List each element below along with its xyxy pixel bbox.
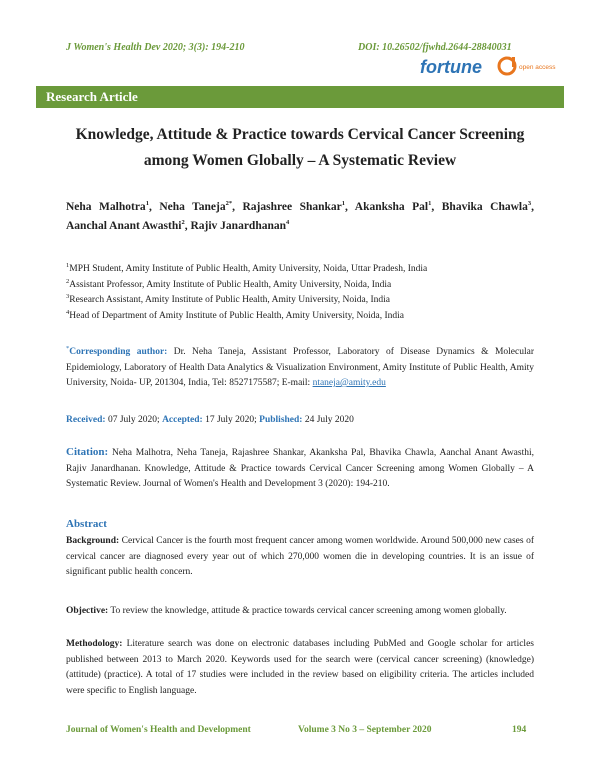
author: Aanchal Anant Awasthi$^2$, — [66, 219, 191, 232]
open-access-icon — [499, 57, 515, 74]
affiliation: $^1$MPH Student, Amity Institute of Public Health, Amity University, Noida, Uttar Pradesh, India — [66, 261, 428, 274]
title-line-2: among Women Globally – A Systematic Review — [143, 152, 457, 169]
citation: Citation: Neha Malhotra, Neha Taneja, Rajashree Shankar, Akanksha Pal, Bhavika Chawla, Aanchal Anant Awasthi, Rajiv Janardhanan. Knowledge, Attitude & Practice towards Cervical Cancer Screening among Women Globally – A Systematic Review. Journal of Women's Health and Development 3 (2020): 194-210. — [66, 446, 534, 489]
email-link[interactable]: ntaneja@amity.edu — [312, 378, 386, 388]
author-list — [66, 198, 534, 236]
corresponding-text: Dr. Neha Taneja, Assistant Professor, Laboratory of Disease Dynamics & Molecular Epidemiology, Laboratory of Health Data Analytics & Visualization Environment, Amity Institute of Public Health, Amity University, Noida- UP, 201304, India, Tel: 8527175587; E-mail: — [66, 347, 535, 388]
author: Rajiv Janardhanan$^4$ — [190, 219, 290, 232]
publisher-logos — [420, 54, 556, 80]
article-title — [66, 122, 534, 174]
affiliation: $^3$Research Assistant, Amity Institute of Public Health, Amity University, Noida, India — [66, 292, 391, 305]
author: Bhavika Chawla$^3$, — [441, 200, 534, 213]
fortune-logo: fortune — [420, 57, 482, 77]
footer-volume: Volume 3 No 3 – September 2020 — [298, 725, 432, 735]
author: Akanksha Pal$^1$, — [354, 200, 442, 213]
author: Neha Malhotra$^1$, — [66, 200, 160, 213]
page-number: 194 — [512, 725, 527, 735]
abstract-background: Background: Cervical Cancer is the fourth most frequent cancer among women worldwide. Around 500,000 new cases of cervical cancer are diagnosed every year out of which 270,000 women die in developing countries. It is an issue of significant public health concern. — [66, 536, 534, 577]
abstract-objective: Objective: To review the knowledge, attitude & practice towards cervical cancer screening among women globally. — [66, 606, 507, 616]
title-line-1: Knowledge, Attitude & Practice towards Cervical Cancer Screening — [75, 126, 525, 143]
citation-text: Neha Malhotra, Neha Taneja, Rajashree Shankar, Akanksha Pal, Bhavika Chawla, Aanchal Anant Awasthi, Rajiv Janardhanan. Knowledge, Attitude & Practice towards Cervical Cancer Screening among Women Globally – A Systematic Review. Journal of Women's Health and Development 3 (2020): 194-210. — [66, 448, 534, 489]
author: Neha Taneja$^{2*}$, — [159, 200, 243, 213]
affiliation: $^4$Head of Department of Amity Institute of Public Health, Amity University, Noida, India — [66, 308, 404, 321]
journal-reference: J Women's Health Dev 2020; 3(3): 194-210 — [66, 42, 245, 53]
doi-link[interactable]: DOI: 10.26502/fjwhd.2644-28840031 — [358, 42, 512, 53]
author: Rajashree Shankar$^1$, — [242, 200, 355, 213]
footer-journal: Journal of Women's Health and Development — [66, 725, 251, 735]
corresponding-author: *Corresponding author: Dr. Neha Taneja, Assistant Professor, Laboratory of Disease Dynamics & Molecular Epidemiology, Laboratory of Health Data Analytics & Visualization Environment, Amity Institute of Public Health, Amity University, Noida- UP, 201304, India, Tel: 8527175587; E-mail: ntaneja@amity.edu — [66, 344, 535, 388]
affiliation-list — [66, 262, 534, 324]
corresponding-label: Corresponding author: — [69, 347, 168, 357]
publication-dates: Received: 07 July 2020; Accepted: 17 July 2020; Published: 24 July 2020 — [66, 415, 354, 425]
abstract-heading: Abstract — [66, 518, 107, 530]
article-type-band: Research Article — [36, 86, 564, 108]
abstract-methodology: Methodology: Literature search was done on electronic databases including PubMed and Google scholar for articles published between 2013 to March 2020. Keywords used for the search were (cervical cancer screening) (knowledge) (attitude) (practice). A total of 17 studies were included in the review based on eligibility criteria. The articles included were specific to English language. — [66, 639, 534, 696]
open-access-label: open access — [519, 64, 556, 71]
affiliation: $^2$Assistant Professor, Amity Institute of Public Health, Amity University, Noida, India — [66, 277, 392, 290]
